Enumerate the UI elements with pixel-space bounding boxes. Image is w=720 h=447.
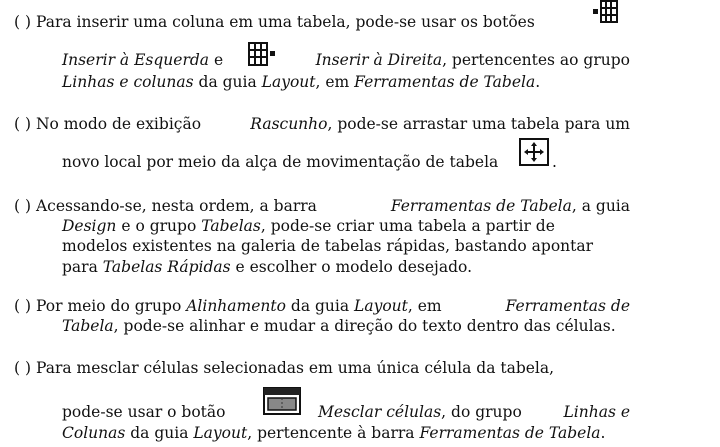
item-1-line-2 xyxy=(62,50,630,70)
item-1-text: Para inserir uma coluna em uma tabela, pode-se usar os botões xyxy=(35,13,535,31)
term-inserir-direita: Inserir à Direita xyxy=(315,51,443,69)
item-3-line-3 xyxy=(62,236,593,256)
text-da-guia: da guia xyxy=(198,73,257,91)
item-2-marker: ( ) xyxy=(14,115,32,133)
text-em: , em xyxy=(315,73,350,91)
insert-left-icon xyxy=(591,0,627,24)
term-layout: Layout xyxy=(261,73,316,91)
item-1-line-3 xyxy=(62,72,540,92)
term-linhas-e: Linhas e xyxy=(563,403,630,421)
item-2-line-1 xyxy=(14,114,630,134)
table-move-handle-icon xyxy=(518,137,550,167)
item-5-marker: ( ) xyxy=(14,359,32,377)
text-mesclar: Para mesclar células selecionadas em uma única célula da tabela, xyxy=(35,359,555,377)
text-modo-exibicao: No modo de exibição xyxy=(35,115,202,133)
term-alinhamento: Alinhamento xyxy=(186,297,286,315)
term-ferramentas-tabela-2: Ferramentas de Tabela xyxy=(390,197,572,215)
merge-cells-icon xyxy=(262,386,302,416)
item-1-marker: ( ) xyxy=(14,13,32,31)
item-1-line-1 xyxy=(14,12,535,32)
item-3-line-1 xyxy=(14,196,630,216)
text-e-o-grupo: e o grupo xyxy=(121,217,197,235)
word-e: e xyxy=(213,51,224,69)
text-a-guia: , a guia xyxy=(571,197,630,215)
term-layout-3: Layout xyxy=(193,424,248,442)
term-tabelas: Tabelas xyxy=(201,217,261,235)
text-escolher: e escolher o modelo desejado. xyxy=(235,258,472,276)
term-linhas-colunas: Linhas e colunas xyxy=(62,73,194,91)
text-novo-local: novo local por meio da alça de movimentação de tabela xyxy=(62,153,499,171)
item-5-line-1 xyxy=(14,358,630,378)
item-5-line-2-left xyxy=(62,402,225,422)
insert-right-icon xyxy=(247,41,283,67)
text-do-grupo: , do grupo xyxy=(441,403,522,421)
text-modelos: modelos existentes na galeria de tabelas rápidas, bastando apontar xyxy=(62,237,594,255)
period: . xyxy=(535,73,541,91)
text-por-meio: Por meio do grupo xyxy=(35,297,182,315)
period-final: . xyxy=(600,424,606,442)
text-pertencente: , pertencente à barra xyxy=(247,424,415,442)
term-ferramentas-tabela: Ferramentas de Tabela xyxy=(354,73,536,91)
text-da-guia-2: da guia xyxy=(290,297,350,315)
item-2-line-2 xyxy=(62,152,498,172)
item-4-line-2 xyxy=(62,316,616,336)
text-grupo: , pertencentes ao grupo xyxy=(442,51,630,69)
item-4-marker: ( ) xyxy=(14,297,32,315)
text-criar-tabela: , pode-se criar uma tabela a partir de xyxy=(260,217,555,235)
item-3-line-4 xyxy=(62,257,472,277)
term-inserir-esquerda: Inserir à Esquerda xyxy=(62,51,210,69)
item-4-line-1 xyxy=(14,296,630,316)
text-arrastar: , pode-se arrastar uma tabela para um xyxy=(327,115,630,133)
item-3-marker: ( ) xyxy=(14,197,32,215)
term-mesclar-celulas: Mesclar células xyxy=(318,403,442,421)
text-alinhar: , pode-se alinhar e mudar a direção do texto dentro das células. xyxy=(113,317,616,335)
term-ferramentas-tabela-3: Ferramentas de Tabela xyxy=(419,424,601,442)
term-design: Design xyxy=(62,217,117,235)
text-para: para xyxy=(62,258,98,276)
term-tabela: Tabela xyxy=(62,317,114,335)
text-em-2: , em xyxy=(407,297,442,315)
item-2-period: . xyxy=(552,153,557,171)
term-rascunho: Rascunho xyxy=(250,115,328,133)
term-colunas: Colunas xyxy=(62,424,126,442)
text-acessando: Acessando-se, nesta ordem, a barra xyxy=(35,197,317,215)
text-da-guia-3: da guia xyxy=(130,424,189,442)
item-5-line-2-right xyxy=(318,402,630,422)
item-3-line-2 xyxy=(62,216,630,236)
term-tabelas-rapidas: Tabelas Rápidas xyxy=(102,258,231,276)
term-layout-2: Layout xyxy=(354,297,408,315)
text-pode-usar-botao: pode-se usar o botão xyxy=(62,403,226,421)
item-5-line-3 xyxy=(62,423,605,443)
term-ferramentas-de: Ferramentas de xyxy=(505,297,630,315)
